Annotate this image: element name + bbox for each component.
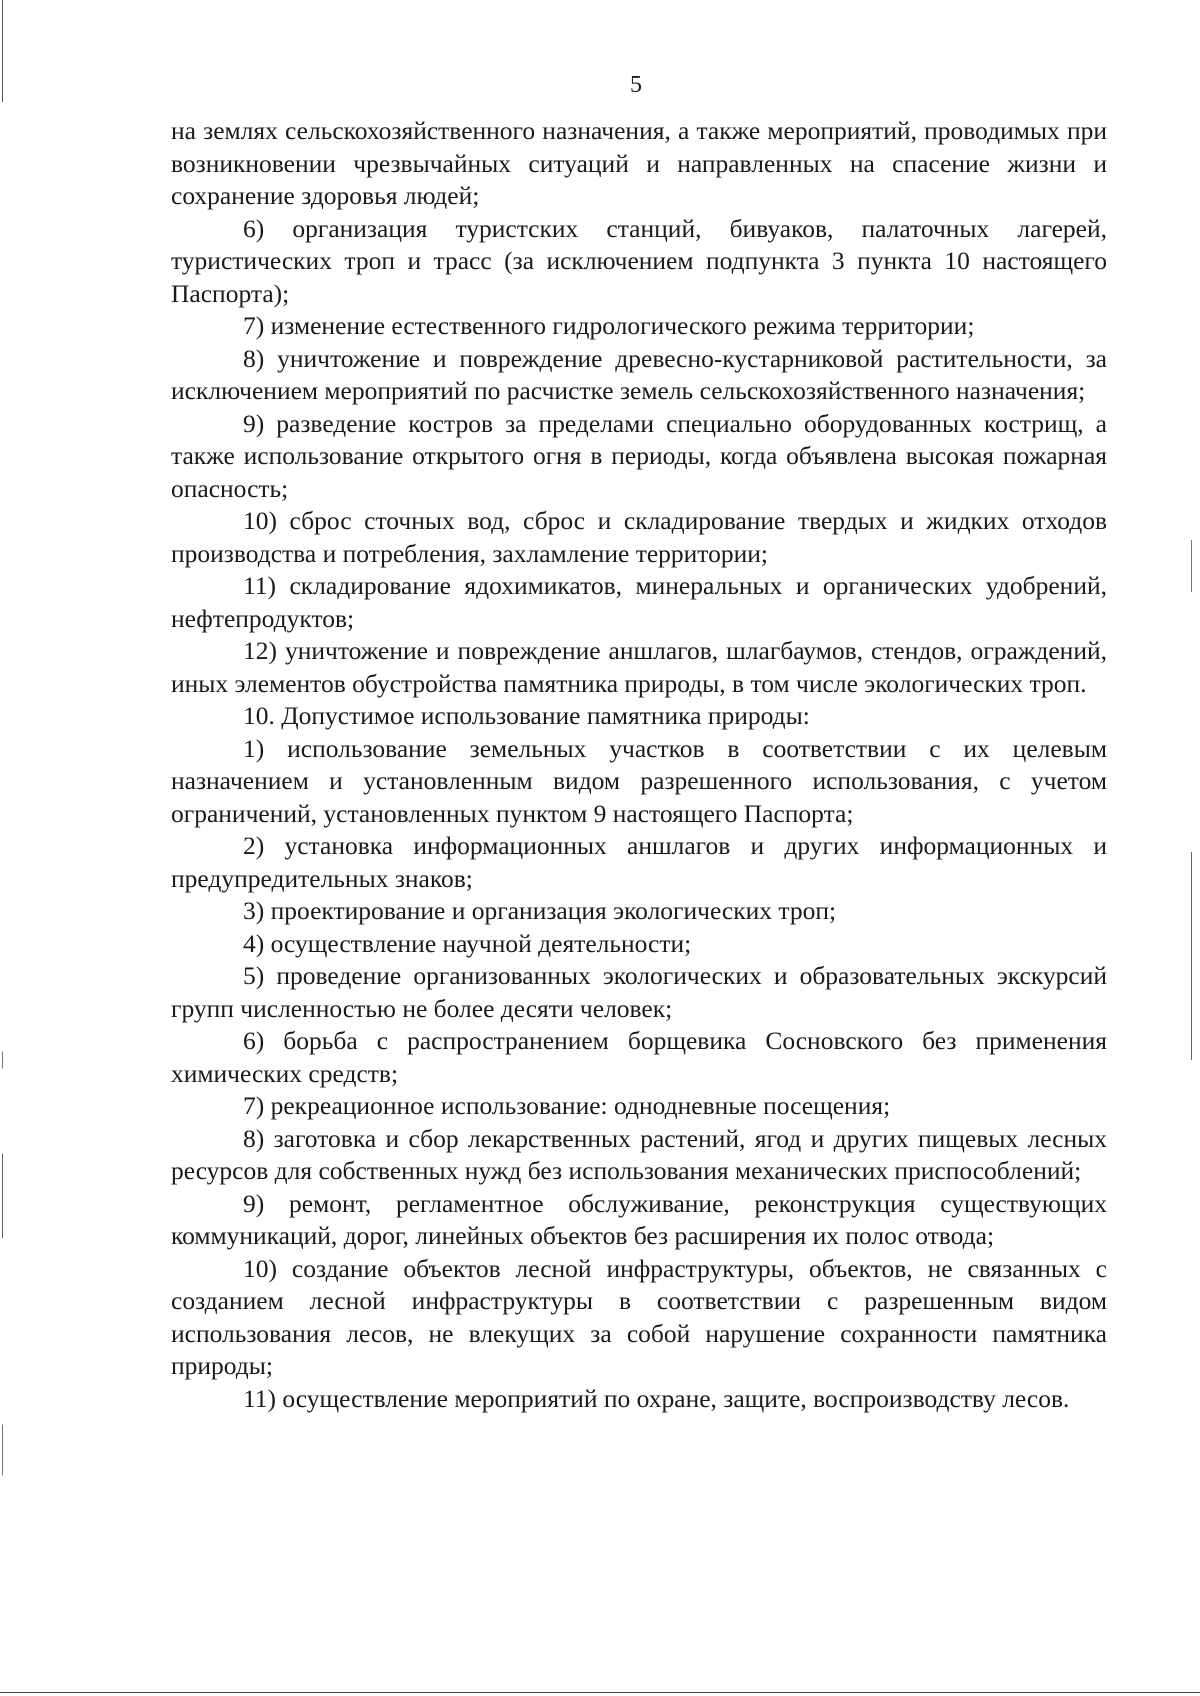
paragraph: 9) ремонт, регламентное обслуживание, реконструкция существующих коммуникаций, дорог, линейных объектов без расширения их полос отвода; [171, 1188, 1107, 1250]
section-heading: 10. Допустимое использование памятника природы: [243, 701, 810, 730]
document-body [171, 115, 1107, 1415]
paragraph: 7) изменение естественного гидрологического режима территории; [243, 311, 975, 340]
paragraph: 11) осуществление мероприятий по охране, защите, воспроизводству лесов. [243, 1383, 1070, 1413]
paragraph: 1) использование земельных участков в соответствии с их целевым назначением и установленным видом разрешенного использования, с учетом ограничений, установленных пунктом 9 настоящего Паспорта; [171, 733, 1107, 828]
paragraph: на землях сельскохозяйственного назначения, а также мероприятий, проводимых при возникновении чрезвычайных ситуаций и направленных на спасение жизни и сохранение здоровья людей; [171, 116, 1107, 210]
page-number: 5 [630, 72, 642, 98]
paragraph: 4) осуществление научной деятельности; [243, 928, 692, 958]
paragraph: 10) сброс сточных вод, сброс и складирование твердых и жидких отходов производства и потребления, захламление территории; [171, 506, 1107, 568]
paragraph: 6) борьба с распространением борщевика Сосновского без применения химических средств; [171, 1026, 1107, 1088]
paragraph: 9) разведение костров за пределами специально оборудованных кострищ, а также использование открытого огня в периоды, когда объявлена высокая пожарная опасность; [171, 408, 1107, 503]
paragraph: 11) складирование ядохимикатов, минеральных и органических удобрений, нефтепродуктов; [171, 571, 1107, 633]
scan-edge-left [2, 0, 3, 1696]
paragraph: 2) установка информационных аншлагов и других информационных и предупредительных знаков; [171, 831, 1107, 893]
paragraph: 8) уничтожение и повреждение древесно-кустарниковой растительности, за исключением мероприятий по расчистке земель сельскохозяйственного назначения; [171, 343, 1107, 405]
paragraph: 12) уничтожение и повреждение аншлагов, шлагбаумов, стендов, ограждений, иных элементов обустройства памятника природы, в том числе экологических троп. [171, 636, 1107, 698]
scan-edge-right [1191, 540, 1192, 1060]
paragraph: 8) заготовка и сбор лекарственных растений, ягод и других пищевых лесных ресурсов для собственных нужд без использования механических приспособлений; [171, 1123, 1107, 1185]
paragraph: 5) проведение организованных экологических и образовательных экскурсий групп численностью не более десяти человек; [171, 961, 1107, 1023]
paragraph: 6) организация туристских станций, бивуаков, палаточных лагерей, туристических троп и трасс (за исключением подпункта 3 пункта 10 настоящего Паспорта); [171, 213, 1107, 308]
scan-bottom-edge [0, 1692, 1200, 1693]
paragraph: 3) проектирование и организация экологических троп; [243, 896, 837, 925]
paragraph: 7) рекреационное использование: однодневные посещения; [243, 1091, 891, 1120]
paragraph: 10) создание объектов лесной инфраструктуры, объектов, не связанных с созданием лесной инфраструктуры в соответствии с разрешенным видом использования лесов, не влекущих за собой нарушение сохранности памятника природы; [171, 1253, 1107, 1380]
